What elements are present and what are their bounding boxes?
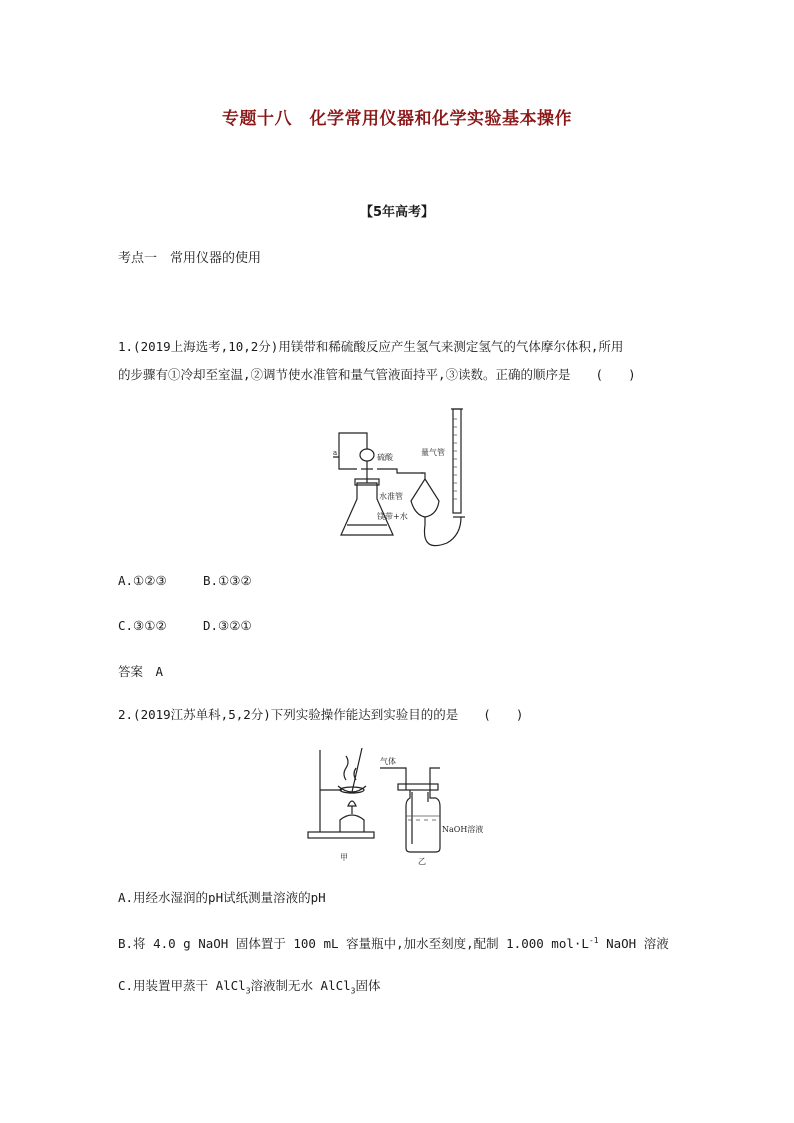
question-1-option-b: B.①③② (203, 573, 252, 588)
stand-base (308, 832, 374, 838)
topic-heading: 考点一 常用仪器的使用 (118, 251, 262, 266)
question-2-option-c: C.用装置甲蒸干 AlCl$_3$溶液制无水 AlCl$_3$固体 (118, 978, 381, 996)
connecting-tube (377, 469, 423, 473)
label-gas-tube: 量气管 (421, 448, 445, 457)
label-acid: 硫酸 (377, 453, 393, 462)
question-1-option-c: C.③①② (118, 618, 167, 633)
question-2-option-b: B.将 4.0 g NaOH 固体置于 100 mL 容量瓶中,加水至刻度,配制 1.000 $mol\cdot L^{-1}$ NaOH 溶液 (118, 936, 669, 952)
section-heading: 【5年高考】 (359, 205, 435, 220)
apparatus-jia-yi-figure (300, 740, 520, 868)
label-mg-water: 镁带+水 (377, 512, 408, 521)
question-1-answer: 答案 A (118, 664, 164, 679)
question-1-stem-line2: 的步骤有①冷却至室温,②调节使水准管和量气管液面持平,③读数。正确的顺序是 ( ) (118, 367, 636, 382)
conical-flask (341, 483, 393, 535)
label-a: a (333, 449, 338, 457)
glass-rod (352, 748, 362, 792)
level-tube (411, 473, 439, 517)
inlet-tube (380, 768, 406, 790)
label-yi: 乙 (418, 857, 426, 866)
question-2-option-a: A.用经水湿润的pH试纸测量溶液的pH (118, 890, 326, 905)
gas-volume-apparatus-figure (325, 403, 485, 548)
rubber-hose (424, 517, 461, 546)
label-naoh-solution: NaOH溶液 (442, 825, 484, 834)
question-1-option-d: D.③②① (203, 618, 252, 633)
label-jia: 甲 (340, 853, 348, 862)
label-level-tube: 水准管 (379, 492, 403, 501)
alcohol-lamp (340, 815, 364, 832)
separatory-funnel (360, 449, 374, 461)
question-2-stem: 2.(2019江苏单科,5,2分)下列实验操作能达到实验目的的是 ( ) (118, 707, 524, 722)
label-gas: 气体 (380, 757, 396, 766)
question-1-stem-line1: 1.(2019上海选考,10,2分)用镁带和稀硫酸反应产生氢气来测定氢气的气体摩尔体积,所用 (118, 339, 624, 354)
tube-a (333, 433, 367, 457)
page-title: 专题十八 化学常用仪器和化学实验基本操作 (222, 109, 572, 129)
gas-measuring-tube (453, 409, 461, 513)
gas-washing-bottle (406, 790, 440, 852)
question-1-option-a: A.①②③ (118, 573, 167, 588)
